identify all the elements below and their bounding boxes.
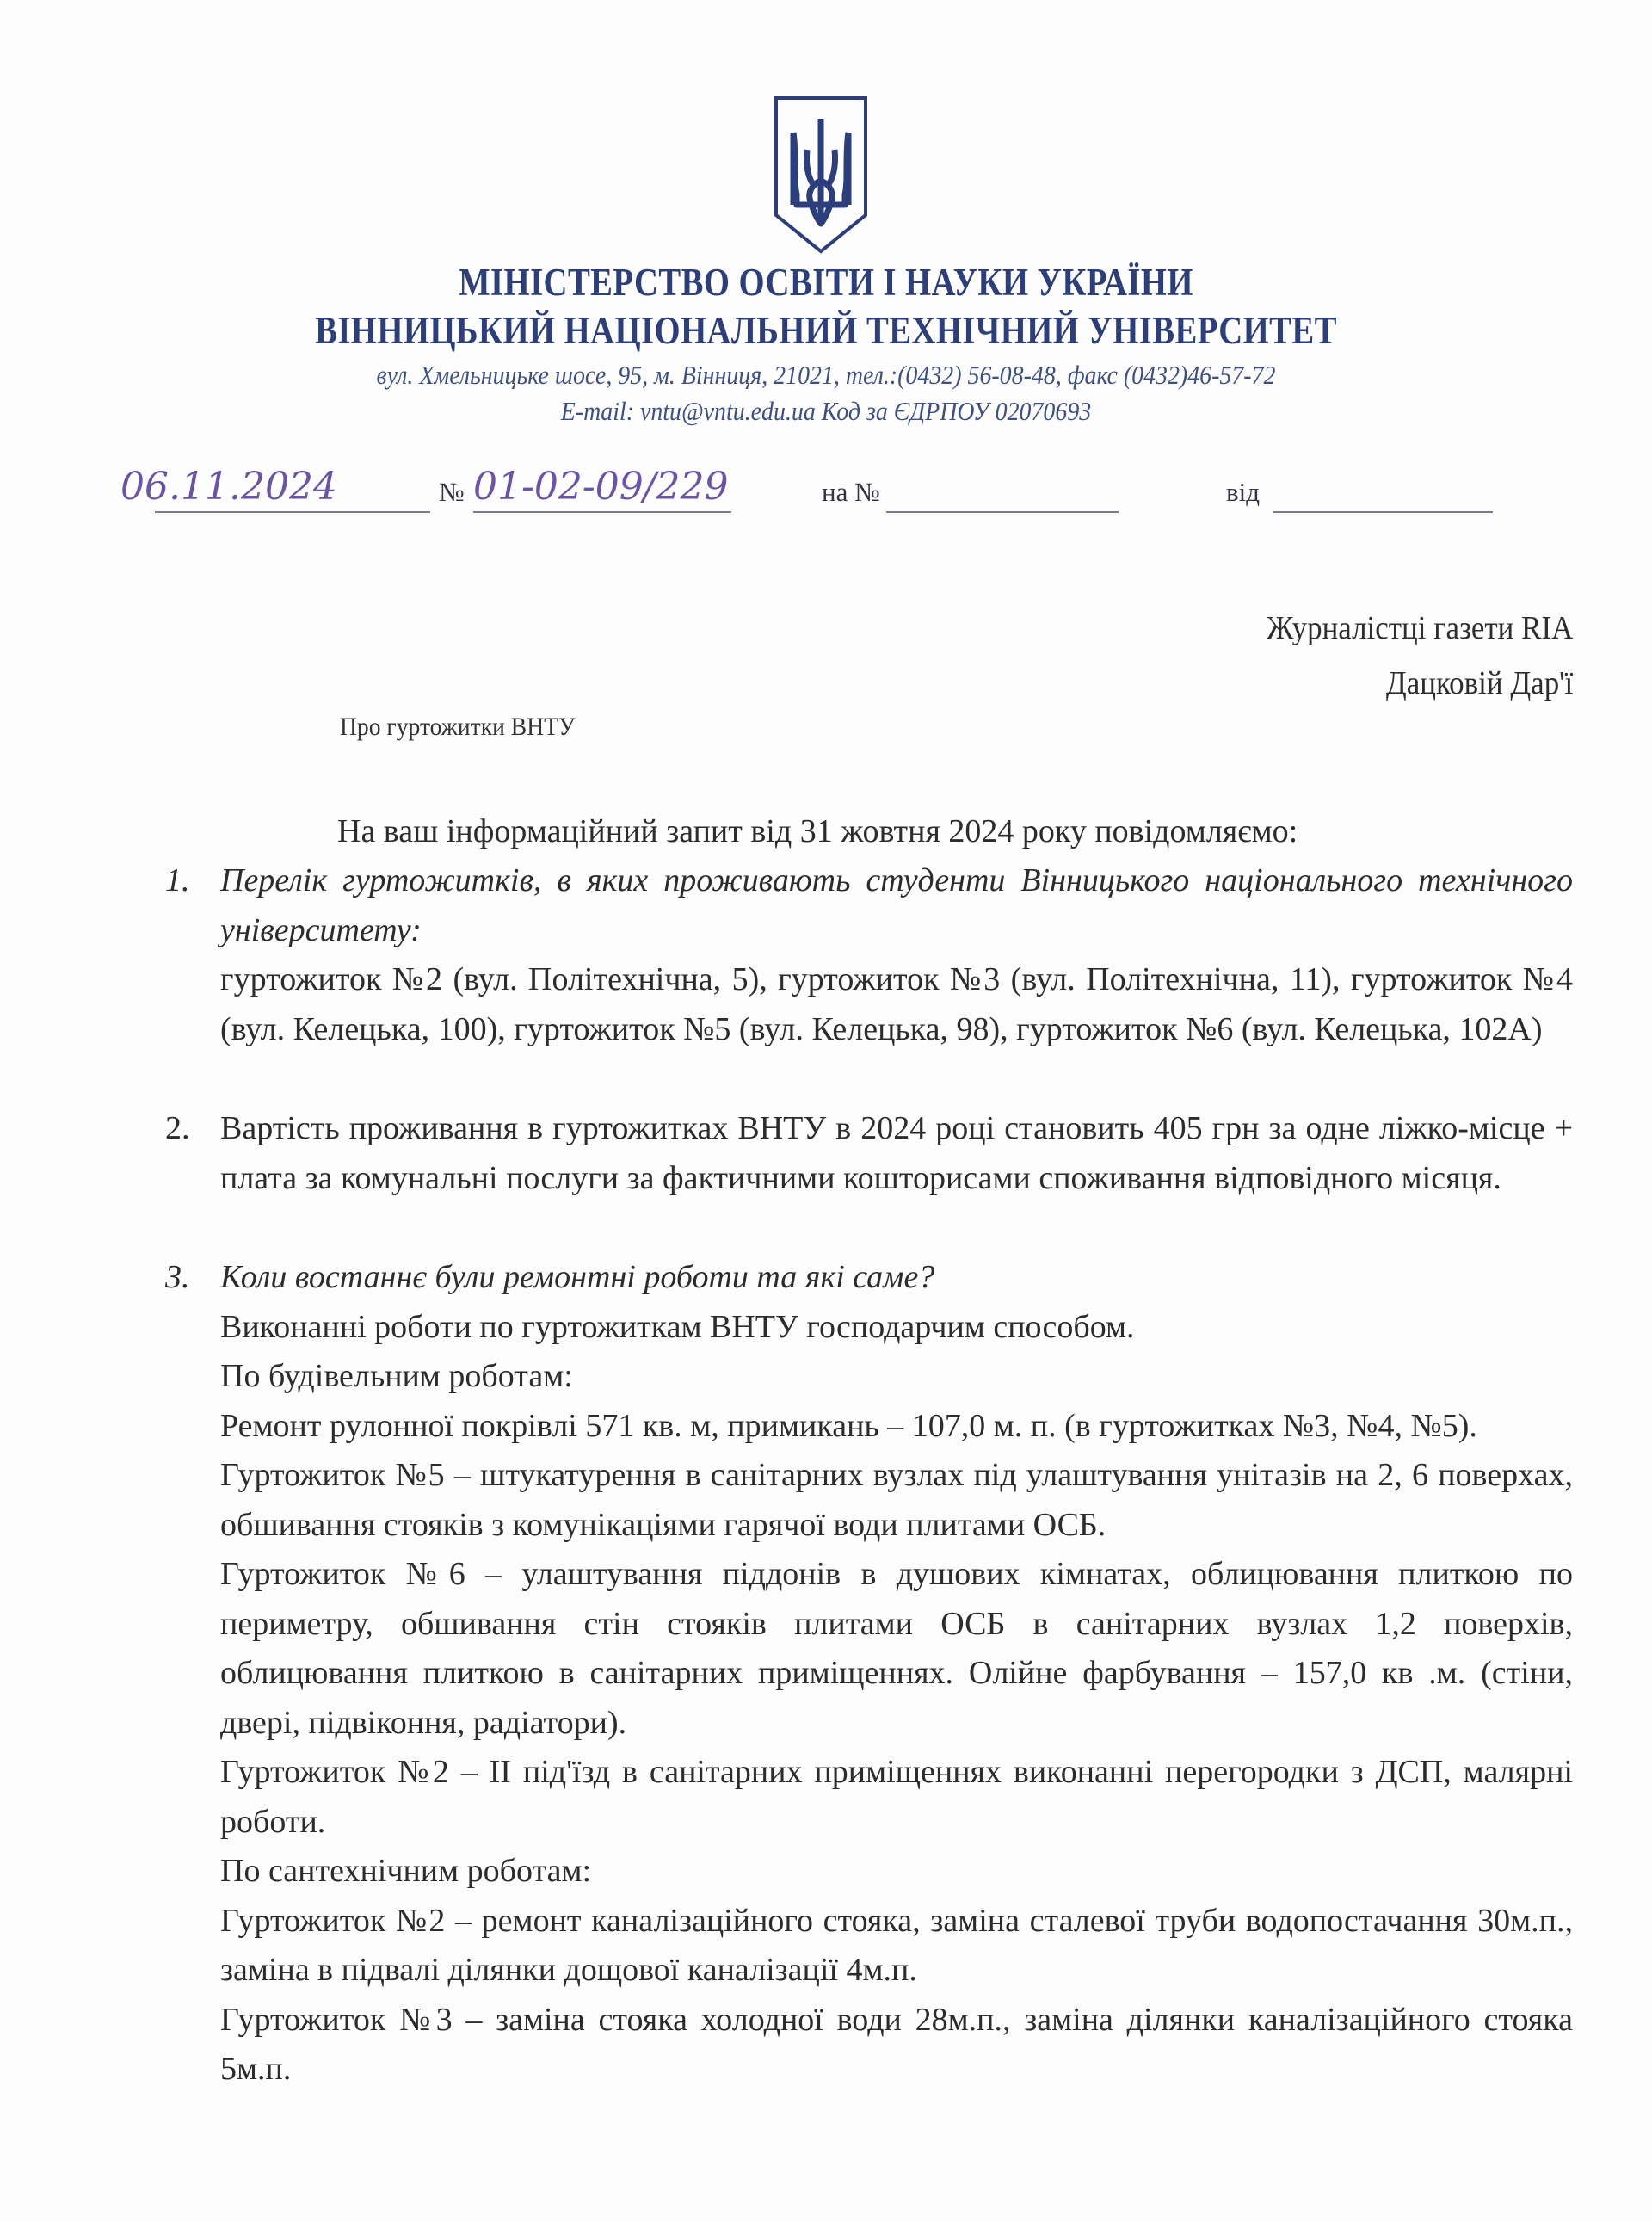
list-item-1 — [165, 856, 1573, 1054]
item-text: Вартість проживання в гуртожитках ВНТУ в 2024 році становить 405 грн за одне ліжко-місце + плата за комунальні послуги за фактичними кошторисами споживання відповідного місяця. — [220, 1110, 1573, 1196]
item-answer: гуртожиток №2 (вул. Політехнічна, 5), гуртожиток №3 (вул. Політехнічна, 11), гуртожиток №4 (вул. Келецька, 100), гуртожиток №5 (вул. Келецька, 98), гуртожиток №6 (вул. Келецька, 102А) — [220, 961, 1573, 1047]
item-paragraph: Гуртожиток №6 – улаштування піддонів в душових кімнатах, облицювання плиткою по периметру, обшивання стін стояків плитами ОСБ в санітарних вузлах 1,2 поверхів, облицювання плиткою в санітарних приміщеннях. Олійне фарбування – 157,0 кв .м. (стіни, двері, підвіконня, радіатори). — [220, 1556, 1573, 1741]
university-address: вул. Хмельницьке шосе, 95, м. Вінниця, 21021, тел.:(0432) 56-08-48, факс (0432)46-57-72 — [376, 360, 1276, 390]
from-label: від — [1226, 477, 1261, 507]
item-number: 3. — [165, 1259, 190, 1295]
reply-to-label: на № — [822, 477, 880, 507]
letter-subject: Про гуртожитки ВНТУ — [340, 713, 576, 741]
item-number: 1. — [165, 862, 190, 898]
recipient-line-1: Журналістці газети RIA — [1266, 610, 1573, 646]
item-paragraph: Гуртожиток №3 – заміна стояка холодної води 28м.п., заміна ділянки каналізаційного стояка 5м.п. — [220, 2001, 1573, 2087]
number-underline — [473, 511, 731, 513]
item-paragraph: Гуртожиток №5 – штукатурення в санітарних вузлах під улаштування унітазів на 2, 6 поверхах, обшивання стояків з комунікаціями гарячої води плитами ОСБ. — [220, 1457, 1573, 1543]
registration-date: 06.11.2024 — [120, 465, 337, 509]
university-contacts: E-mail: vntu@vntu.edu.ua Код за ЄДРПОУ 02070693 — [560, 396, 1092, 426]
registration-number: 01-02-09/229 — [473, 465, 729, 509]
item-paragraph: Гуртожиток №2 – II під'їзд в санітарних приміщеннях виконанні перегородки з ДСП, малярні роботи. — [220, 1754, 1573, 1840]
date-underline — [155, 511, 430, 513]
item-paragraph: По будівельним роботам: — [220, 1358, 573, 1394]
item-paragraph: Гуртожиток №2 – ремонт каналізаційного стояка, заміна сталевої труби водопостачання 30м.п., заміна в підвалі ділянки дощової каналізації 4м.п. — [220, 1902, 1573, 1988]
list-item-2 — [165, 1104, 1573, 1203]
registration-line — [120, 465, 1514, 525]
item-paragraph: Ремонт рулонної покрівлі 571 кв. м, примикань – 107,0 м. п. (в гуртожитках №3, №4, №5). — [220, 1407, 1477, 1444]
ministry-title: МІНІСТЕРСТВО ОСВІТИ І НАУКИ УКРАЇНИ — [459, 261, 1193, 304]
item-question: Перелік гуртожитків, в яких проживають студенти Вінницького національного технічного університету: — [220, 862, 1573, 948]
from-field — [1273, 511, 1493, 513]
item-question: Коли востаннє були ремонтні роботи та які саме? — [220, 1259, 935, 1295]
recipient-line-2: Дацковій Дар'ї — [1385, 665, 1573, 701]
reply-to-field — [886, 511, 1119, 513]
item-paragraph: Виконанні роботи по гуртожиткам ВНТУ господарчим способом. — [220, 1308, 1135, 1345]
university-title: ВІННИЦЬКИЙ НАЦІОНАЛЬНИЙ ТЕХНІЧНИЙ УНІВЕРСИТЕТ — [315, 309, 1337, 352]
intro-paragraph: На ваш інформаційний запит від 31 жовтня 2024 року повідомляємо: — [337, 813, 1298, 849]
coat-of-arms-icon — [773, 95, 869, 255]
item-paragraph: По сантехнічним роботам: — [220, 1853, 592, 1889]
item-number: 2. — [165, 1110, 190, 1146]
list-item-3 — [165, 1253, 1573, 2095]
number-label: № — [439, 477, 465, 507]
